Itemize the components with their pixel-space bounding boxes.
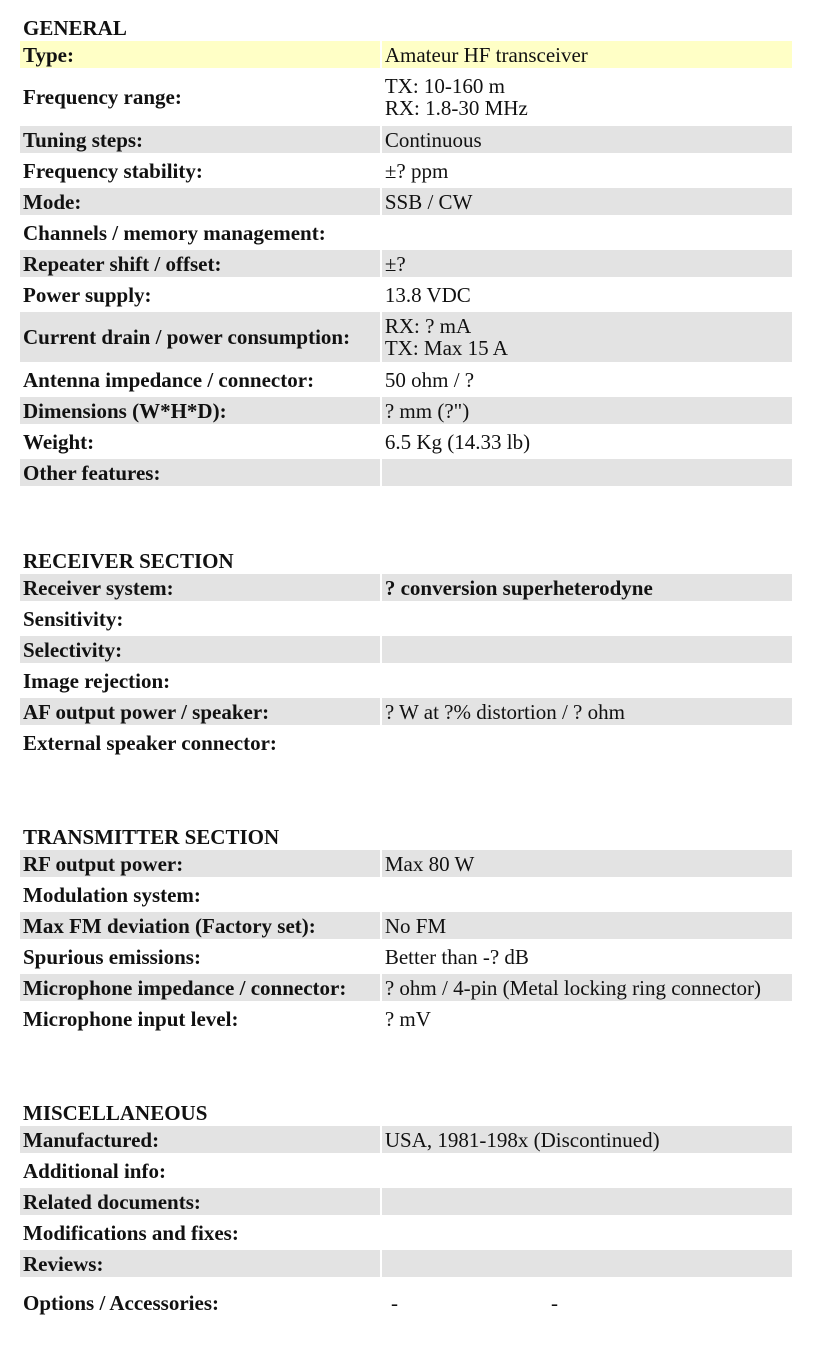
spec-value-line: ? ohm / 4-pin (Metal locking ring connector) <box>384 975 762 1000</box>
spec-value-line: No FM <box>384 913 447 938</box>
spec-value <box>382 881 792 908</box>
spec-value <box>382 72 792 122</box>
spec-label: Microphone impedance / connector: <box>20 974 380 1001</box>
spec-label: Microphone input level: <box>23 1006 239 1031</box>
spec-value <box>382 1188 792 1215</box>
spec-value <box>382 1157 792 1184</box>
spec-label: Image rejection: <box>23 668 171 693</box>
spec-row <box>20 1219 792 1246</box>
spec-value <box>382 1126 792 1153</box>
spec-value <box>382 459 792 486</box>
spec-value-line: ±? <box>384 251 406 276</box>
spec-row <box>20 72 792 122</box>
spec-label: Max FM deviation (Factory set): <box>20 912 380 939</box>
spec-value <box>382 157 792 184</box>
spec-label: Weight: <box>23 429 95 454</box>
spec-row <box>20 312 792 362</box>
spec-row <box>20 881 792 908</box>
spec-label: Reviews: <box>20 1250 380 1277</box>
spec-row <box>20 729 792 756</box>
spec-value <box>382 943 792 970</box>
spec-row <box>20 1188 792 1215</box>
spec-value <box>382 250 792 277</box>
spec-row <box>20 1250 792 1277</box>
spec-label: Manufactured: <box>20 1126 380 1153</box>
spec-row <box>20 250 792 277</box>
spec-value <box>382 850 792 877</box>
spec-value <box>382 126 792 153</box>
spec-value <box>382 729 792 756</box>
spec-row <box>20 1005 792 1032</box>
spec-label: RF output power: <box>20 850 380 877</box>
spec-value <box>382 219 792 246</box>
spec-value-line: USA, 1981-198x (Discontinued) <box>384 1127 660 1152</box>
spec-label: Other features: <box>20 459 380 486</box>
general-table <box>20 37 792 490</box>
spec-row <box>20 157 792 184</box>
spec-label: Frequency stability: <box>23 158 203 183</box>
spec-label: Repeater shift / offset: <box>20 250 380 277</box>
spec-row <box>20 1157 792 1184</box>
spec-row <box>20 698 792 725</box>
spec-value-line: TX: Max 15 A <box>384 336 508 360</box>
spec-label: Receiver system: <box>20 574 380 601</box>
spec-value <box>382 188 792 215</box>
spec-value-line: RX: 1.8-30 MHz <box>384 96 528 120</box>
spec-value <box>382 974 792 1001</box>
spec-label: Related documents: <box>20 1188 380 1215</box>
spec-label: Dimensions (W*H*D): <box>20 397 380 424</box>
spec-value-line: Continuous <box>384 127 482 152</box>
options-row <box>20 1283 792 1323</box>
spec-row <box>20 366 792 393</box>
spec-value-line: Amateur HF transceiver <box>384 42 588 67</box>
spec-value-line: ? conversion superheterodyne <box>384 575 653 600</box>
spec-label: Channels / memory management: <box>23 220 326 245</box>
spec-label: Tuning steps: <box>20 126 380 153</box>
spec-label: Power supply: <box>23 282 152 307</box>
spec-label: AF output power / speaker: <box>20 698 380 725</box>
spec-value <box>382 1219 792 1246</box>
spec-value-line: 50 ohm / ? <box>384 367 475 392</box>
spec-value-line: TX: 10-160 m <box>384 74 506 98</box>
spec-row <box>20 1126 792 1153</box>
spec-value-line: RX: ? mA <box>384 314 472 338</box>
options-value-2: - <box>551 1290 558 1315</box>
spec-label: External speaker connector: <box>23 730 277 755</box>
options-label: Options / Accessories: <box>23 1290 219 1315</box>
spec-value-line: ? mV <box>384 1006 431 1031</box>
spec-label: Spurious emissions: <box>23 944 201 969</box>
spec-row <box>20 636 792 663</box>
spec-value-line: ? W at ?% distortion / ? ohm <box>384 699 625 724</box>
spec-row <box>20 281 792 308</box>
spec-value <box>382 605 792 632</box>
section-title-transmitter: TRANSMITTER SECTION <box>23 825 280 849</box>
spec-row <box>20 574 792 601</box>
spec-value <box>382 574 792 601</box>
spec-row <box>20 41 792 68</box>
spec-row <box>20 219 792 246</box>
spec-value <box>382 366 792 393</box>
spec-row <box>20 974 792 1001</box>
spec-value <box>382 698 792 725</box>
spec-value <box>382 1250 792 1277</box>
section-title-general: GENERAL <box>23 16 127 40</box>
spec-value <box>382 281 792 308</box>
spec-value <box>382 41 792 68</box>
spec-row <box>20 667 792 694</box>
spec-value <box>382 312 792 362</box>
spec-row <box>20 912 792 939</box>
misc-table <box>20 1122 792 1281</box>
spec-row <box>20 188 792 215</box>
spec-label: Mode: <box>20 188 380 215</box>
spec-label: Modifications and fixes: <box>23 1220 239 1245</box>
spec-value <box>382 428 792 455</box>
spec-value-line: ±? ppm <box>384 158 449 183</box>
receiver-table <box>20 570 792 760</box>
spec-sheet <box>20 0 792 1323</box>
spec-value <box>382 1005 792 1032</box>
spec-value <box>382 667 792 694</box>
spec-value-line: Better than -? dB <box>384 944 529 969</box>
spec-value <box>382 636 792 663</box>
options-value-1: - <box>391 1290 398 1315</box>
spec-row <box>20 943 792 970</box>
spec-label: Sensitivity: <box>23 606 124 631</box>
section-title-misc: MISCELLANEOUS <box>23 1101 208 1125</box>
spec-label: Selectivity: <box>20 636 380 663</box>
spec-value-line: Max 80 W <box>384 851 475 876</box>
spec-label: Antenna impedance / connector: <box>23 367 315 392</box>
spec-value-line: 6.5 Kg (14.33 lb) <box>384 429 531 454</box>
spec-row <box>20 850 792 877</box>
spec-label: Current drain / power consumption: <box>20 312 380 362</box>
spec-row <box>20 397 792 424</box>
spec-row <box>20 605 792 632</box>
spec-value-line: ? mm (?") <box>384 398 470 423</box>
spec-value-line: 13.8 VDC <box>384 282 471 307</box>
spec-row <box>20 459 792 486</box>
spec-row <box>20 428 792 455</box>
spec-value-line: SSB / CW <box>384 189 473 214</box>
transmitter-table <box>20 846 792 1036</box>
spec-value <box>382 912 792 939</box>
spec-label: Frequency range: <box>23 85 182 109</box>
spec-label: Type: <box>20 41 380 68</box>
spec-label: Modulation system: <box>23 882 201 907</box>
spec-label: Additional info: <box>23 1158 166 1183</box>
spec-row <box>20 126 792 153</box>
section-title-receiver: RECEIVER SECTION <box>23 549 234 573</box>
spec-value <box>382 397 792 424</box>
